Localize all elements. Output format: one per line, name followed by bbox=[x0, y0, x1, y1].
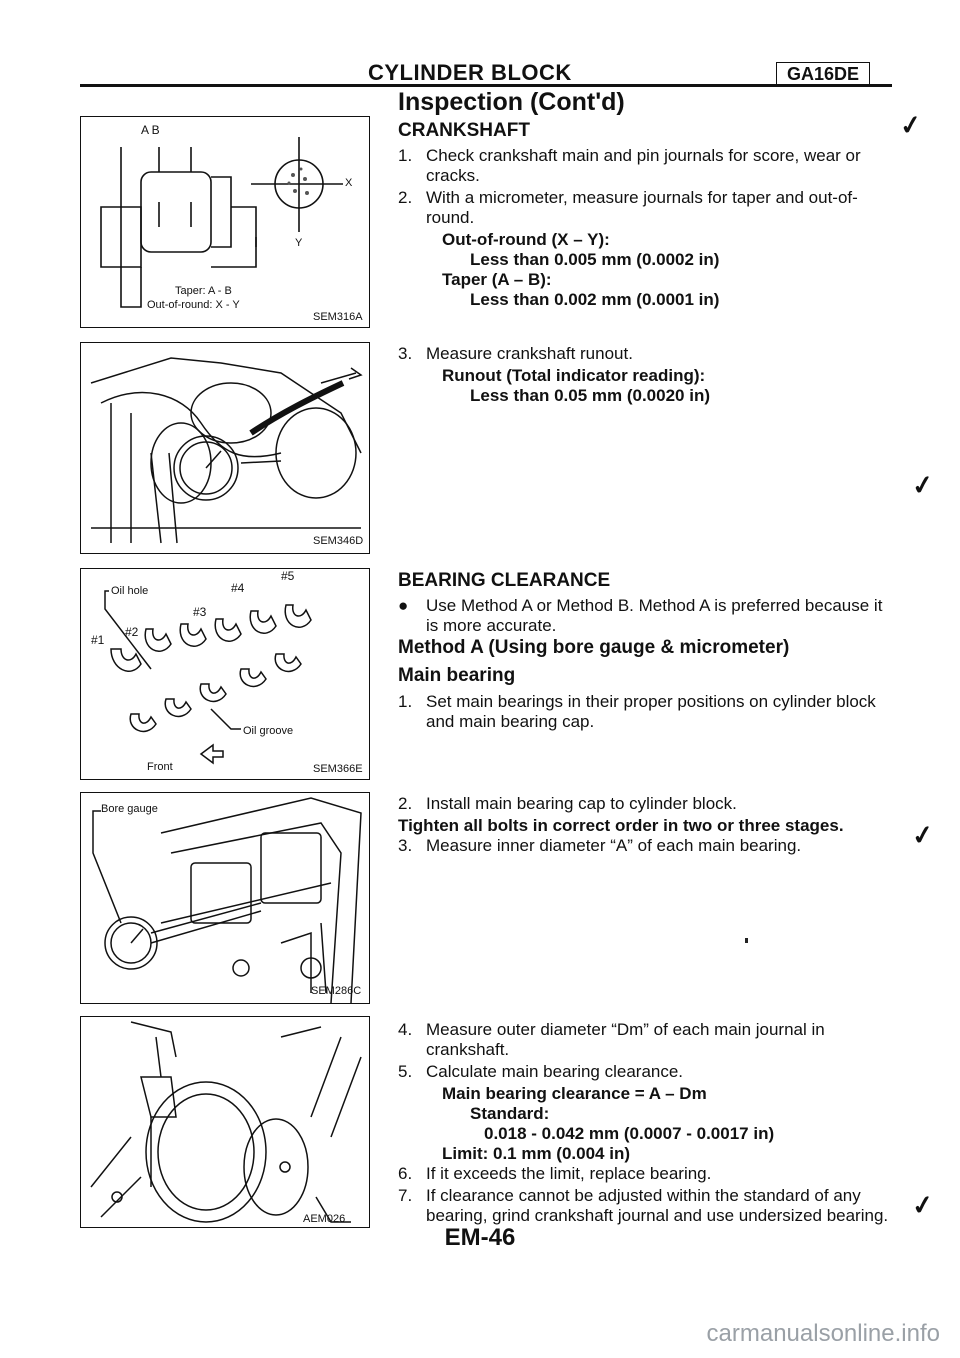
bearing-step-6 bbox=[398, 1164, 898, 1184]
bearing-step-4 bbox=[398, 1020, 898, 1060]
main-bearing-title: Main bearing bbox=[398, 665, 516, 686]
taper-value: Less than 0.002 mm (0.0001 in) bbox=[470, 290, 720, 309]
step-number: 2. bbox=[398, 794, 413, 813]
page-number: EM-46 bbox=[444, 1224, 516, 1251]
figure-micrometer bbox=[80, 1016, 370, 1228]
bore-gauge-drawing bbox=[81, 793, 369, 1003]
bearing-steps-2-3 bbox=[398, 794, 898, 858]
label-taper: Taper: A - B bbox=[175, 285, 232, 297]
engine-code-badge: GA16DE bbox=[776, 62, 870, 86]
step-number: 6. bbox=[398, 1164, 413, 1183]
step-number: 1. bbox=[398, 692, 413, 711]
step-number: 1. bbox=[398, 146, 413, 165]
figure-code: SEM366E bbox=[313, 763, 363, 775]
crankshaft-steps bbox=[398, 146, 898, 310]
bullet-text: Use Method A or Method B. Method A is preferred because it is more accurate. bbox=[426, 596, 883, 635]
bearing-intro bbox=[398, 596, 898, 734]
subhead-crankshaft: CRANKSHAFT bbox=[398, 120, 530, 141]
label-4: #4 bbox=[231, 581, 245, 595]
step-3 bbox=[398, 344, 898, 364]
bearing-step-5 bbox=[398, 1062, 898, 1082]
step-text: Set main bearings in their proper positions on cylinder block and main bearing cap. bbox=[426, 692, 876, 731]
taper-label: Taper (A – B): bbox=[442, 270, 552, 289]
bullet-icon: ● bbox=[398, 596, 409, 615]
section-title: Inspection (Cont'd) bbox=[398, 88, 625, 116]
out-of-round-value: Less than 0.005 mm (0.0002 in) bbox=[470, 250, 720, 269]
watermark: carmanualsonline.info bbox=[706, 1320, 940, 1347]
limit-value: Limit: 0.1 mm (0.004 in) bbox=[442, 1144, 630, 1163]
label-y: Y bbox=[295, 237, 303, 249]
standard-value: 0.018 - 0.042 mm (0.0007 - 0.0017 in) bbox=[484, 1124, 775, 1143]
bearing-clearance-title: BEARING CLEARANCE bbox=[398, 570, 611, 591]
checkmark-icon: ✓ bbox=[909, 468, 936, 502]
step-text: If clearance cannot be adjusted within the standard of any bearing, grind crankshaft journal and use undersized bearing. bbox=[426, 1186, 889, 1225]
step-number: 3. bbox=[398, 344, 413, 363]
checkmark-icon: ✓ bbox=[909, 1188, 936, 1222]
bearing-step-3 bbox=[398, 836, 898, 856]
step-text: If it exceeds the limit, replace bearing. bbox=[426, 1164, 712, 1183]
runout-step bbox=[398, 344, 898, 406]
label-oil-groove: Oil groove bbox=[243, 725, 294, 737]
step-number: 4. bbox=[398, 1020, 413, 1039]
figure-code: SEM286C bbox=[311, 985, 362, 997]
label-3: #3 bbox=[193, 605, 207, 619]
runout-label: Runout (Total indicator reading): bbox=[442, 366, 706, 385]
figure-bore-gauge bbox=[80, 792, 370, 1004]
label-oil-hole: Oil hole bbox=[111, 585, 149, 597]
label-2: #2 bbox=[125, 625, 139, 639]
out-of-round-label: Out-of-round (X – Y): bbox=[442, 230, 610, 249]
label-5: #5 bbox=[281, 569, 295, 583]
step-text: Check crankshaft main and pin journals for score, wear or cracks. bbox=[426, 146, 861, 185]
checkmark-icon: ✓ bbox=[897, 108, 924, 142]
header-title: CYLINDER BLOCK bbox=[368, 60, 572, 85]
step-text: With a micrometer, measure journals for taper and out-of-round. bbox=[426, 188, 858, 227]
checkmark-icon: ✓ bbox=[909, 818, 936, 852]
step-text: Calculate main bearing clearance. bbox=[426, 1062, 684, 1081]
bullet-method bbox=[398, 596, 898, 636]
step-text: Measure crankshaft runout. bbox=[426, 344, 633, 363]
figure-bearing-positions bbox=[80, 568, 370, 780]
method-a-title: Method A (Using bore gauge & micrometer) bbox=[398, 637, 790, 658]
figure-code: SEM346D bbox=[313, 535, 364, 547]
step-number: 7. bbox=[398, 1186, 413, 1205]
standard-label: Standard: bbox=[470, 1104, 550, 1123]
label-x: X bbox=[345, 177, 353, 189]
figure-code: AEM026 bbox=[303, 1213, 346, 1225]
bearing-step-7 bbox=[398, 1186, 898, 1226]
runout-drawing bbox=[81, 343, 369, 553]
bearing-step-2 bbox=[398, 794, 898, 814]
bearing-step-1 bbox=[398, 692, 898, 732]
step-2 bbox=[398, 188, 898, 228]
bearing-shells-drawing bbox=[81, 569, 369, 779]
clearance-formula: Main bearing clearance = A – Dm bbox=[442, 1084, 707, 1103]
step-number: 3. bbox=[398, 836, 413, 855]
figure-code: SEM316A bbox=[313, 311, 363, 323]
tighten-note: Tighten all bolts in correct order in two or three stages. bbox=[398, 816, 844, 835]
step-text: Install main bearing cap to cylinder block. bbox=[426, 794, 737, 813]
step-text: Measure inner diameter “A” of each main bearing. bbox=[426, 836, 802, 855]
bearing-steps-4-7 bbox=[398, 1020, 898, 1228]
stray-mark bbox=[745, 938, 748, 943]
label-out-of-round: Out-of-round: X - Y bbox=[147, 299, 240, 311]
step-number: 5. bbox=[398, 1062, 413, 1081]
step-1 bbox=[398, 146, 898, 186]
step-text: Measure outer diameter “Dm” of each main journal in crankshaft. bbox=[426, 1020, 825, 1059]
label-1: #1 bbox=[91, 633, 105, 647]
label-front: Front bbox=[147, 761, 173, 773]
label-a-b: A B bbox=[141, 123, 160, 137]
micrometer-drawing bbox=[81, 1017, 369, 1227]
runout-value: Less than 0.05 mm (0.0020 in) bbox=[470, 386, 710, 405]
figure-crankshaft-journal bbox=[80, 116, 370, 328]
label-bore-gauge: Bore gauge bbox=[101, 803, 158, 815]
step-number: 2. bbox=[398, 188, 413, 207]
figure-runout bbox=[80, 342, 370, 554]
